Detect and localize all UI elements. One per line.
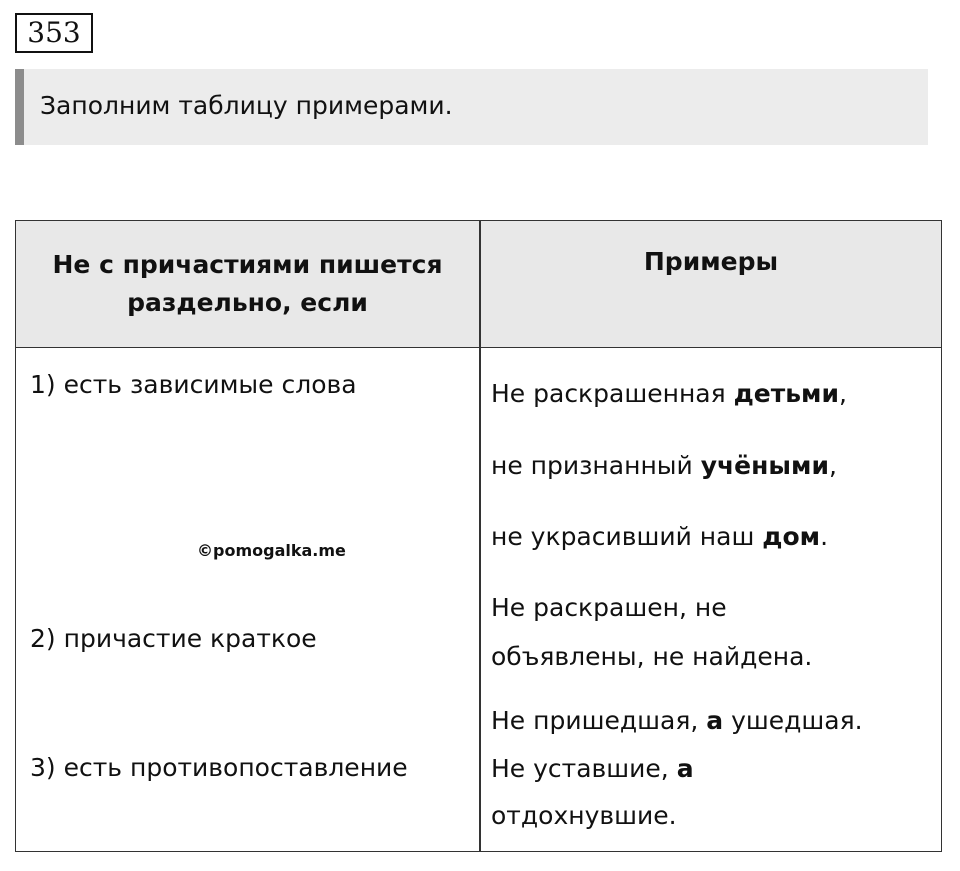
rules-table	[15, 220, 942, 852]
header-examples: Примеры	[643, 247, 779, 276]
task-number: 353	[15, 13, 93, 53]
example-line: объявлены, не найдена.	[491, 642, 813, 671]
example-line: Не раскрашенная детьми,	[491, 379, 847, 408]
example-line: Не пришедшая, а ушедшая.	[491, 706, 863, 735]
example-line: не признанный учёными,	[491, 451, 837, 480]
example-line: отдохнувшие.	[491, 801, 677, 830]
condition-1: 1) есть зависимые слова	[30, 370, 357, 399]
example-line: не украсивший наш дом.	[491, 522, 829, 551]
note-text: Заполним таблицу примерами.	[40, 91, 453, 120]
header-condition: Не с причастиями пишется раздельно, если	[52, 250, 443, 317]
example-line: Не раскрашен, не	[491, 593, 727, 622]
example-line: Не уставшие, а	[491, 754, 694, 783]
watermark: ©pomogalka.me	[197, 541, 346, 560]
note-box	[15, 69, 928, 145]
condition-2: 2) причастие краткое	[30, 624, 317, 653]
condition-3: 3) есть противопоставление	[30, 753, 408, 782]
